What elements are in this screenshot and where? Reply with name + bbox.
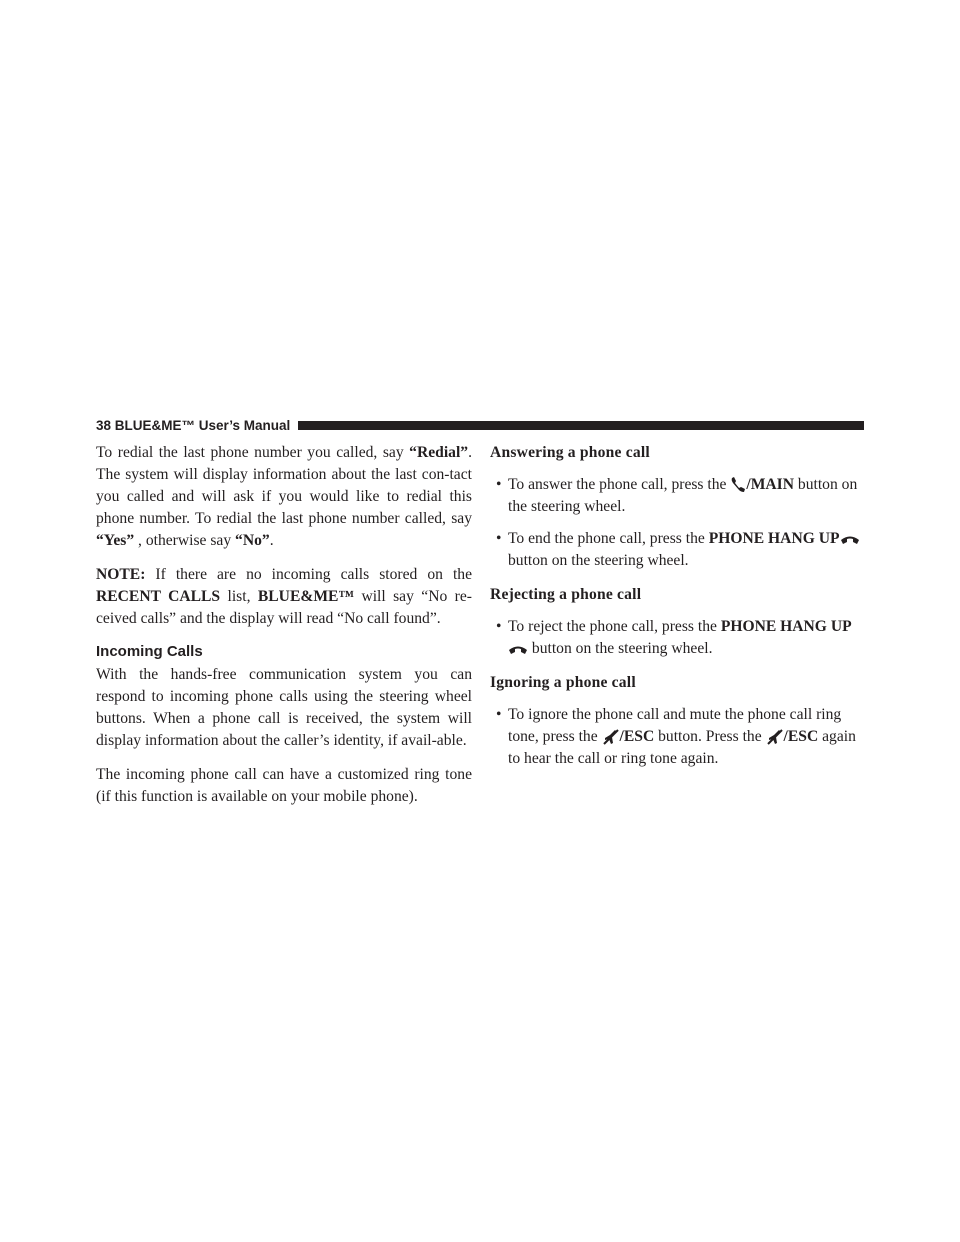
page-number-title: 38 BLUE&ME™ User’s Manual (96, 417, 291, 433)
list-item: • To end the phone call, press the PHONE HANG UP button on the steering wheel. (490, 528, 864, 572)
list-item: • To answer the phone call, press the /MAIN button on the steering wheel. (496, 476, 858, 515)
phone-answer-icon (730, 476, 746, 494)
mute-icon (766, 728, 784, 746)
right-column (490, 442, 864, 782)
ringtone-paragraph: The incoming phone call can have a customized ring tone (if this function is available on your mobile phone). (96, 766, 472, 805)
answering-list (490, 474, 864, 572)
left-column (96, 442, 472, 820)
rejecting-list (490, 616, 864, 660)
redial-paragraph: To redial the last phone number you called, say “Redial”. The system will display information about the last con-tact you called and will ask if you would like to redial this phone number. To redial the last phone number called, say “Yes” , otherwise say “No”. (96, 444, 472, 549)
list-item: • To ignore the phone call and mute the phone call ring tone, press the /ESC button. Press the /ESC again to hear the call or ring tone again. (496, 706, 856, 767)
mute-icon (602, 728, 620, 746)
phone-hangup-icon (508, 642, 528, 656)
rejecting-heading: Rejecting a phone call (490, 586, 642, 603)
header-rule (298, 421, 864, 430)
answering-heading: Answering a phone call (490, 444, 650, 461)
ignoring-heading: Ignoring a phone call (490, 674, 636, 691)
page-header (96, 416, 864, 434)
list-item: • To reject the phone call, press the PHONE HANG UP button on the steering wheel. (496, 618, 852, 657)
phone-hangup-icon (840, 532, 860, 546)
note-label: NOTE: (96, 566, 146, 583)
note-paragraph: NOTE: If there are no incoming calls stored on the RECENT CALLS list, BLUE&ME™ will say “No re-ceived calls” and the display will read “No call found”. (96, 566, 472, 627)
ignoring-list (490, 704, 864, 770)
incoming-calls-heading: Incoming Calls (96, 643, 203, 660)
incoming-paragraph: With the hands-free communication system you can respond to incoming phone calls using the steering wheel buttons. When a phone call is received, the system will display information about the caller’s identity, if avail-able. (96, 666, 472, 749)
